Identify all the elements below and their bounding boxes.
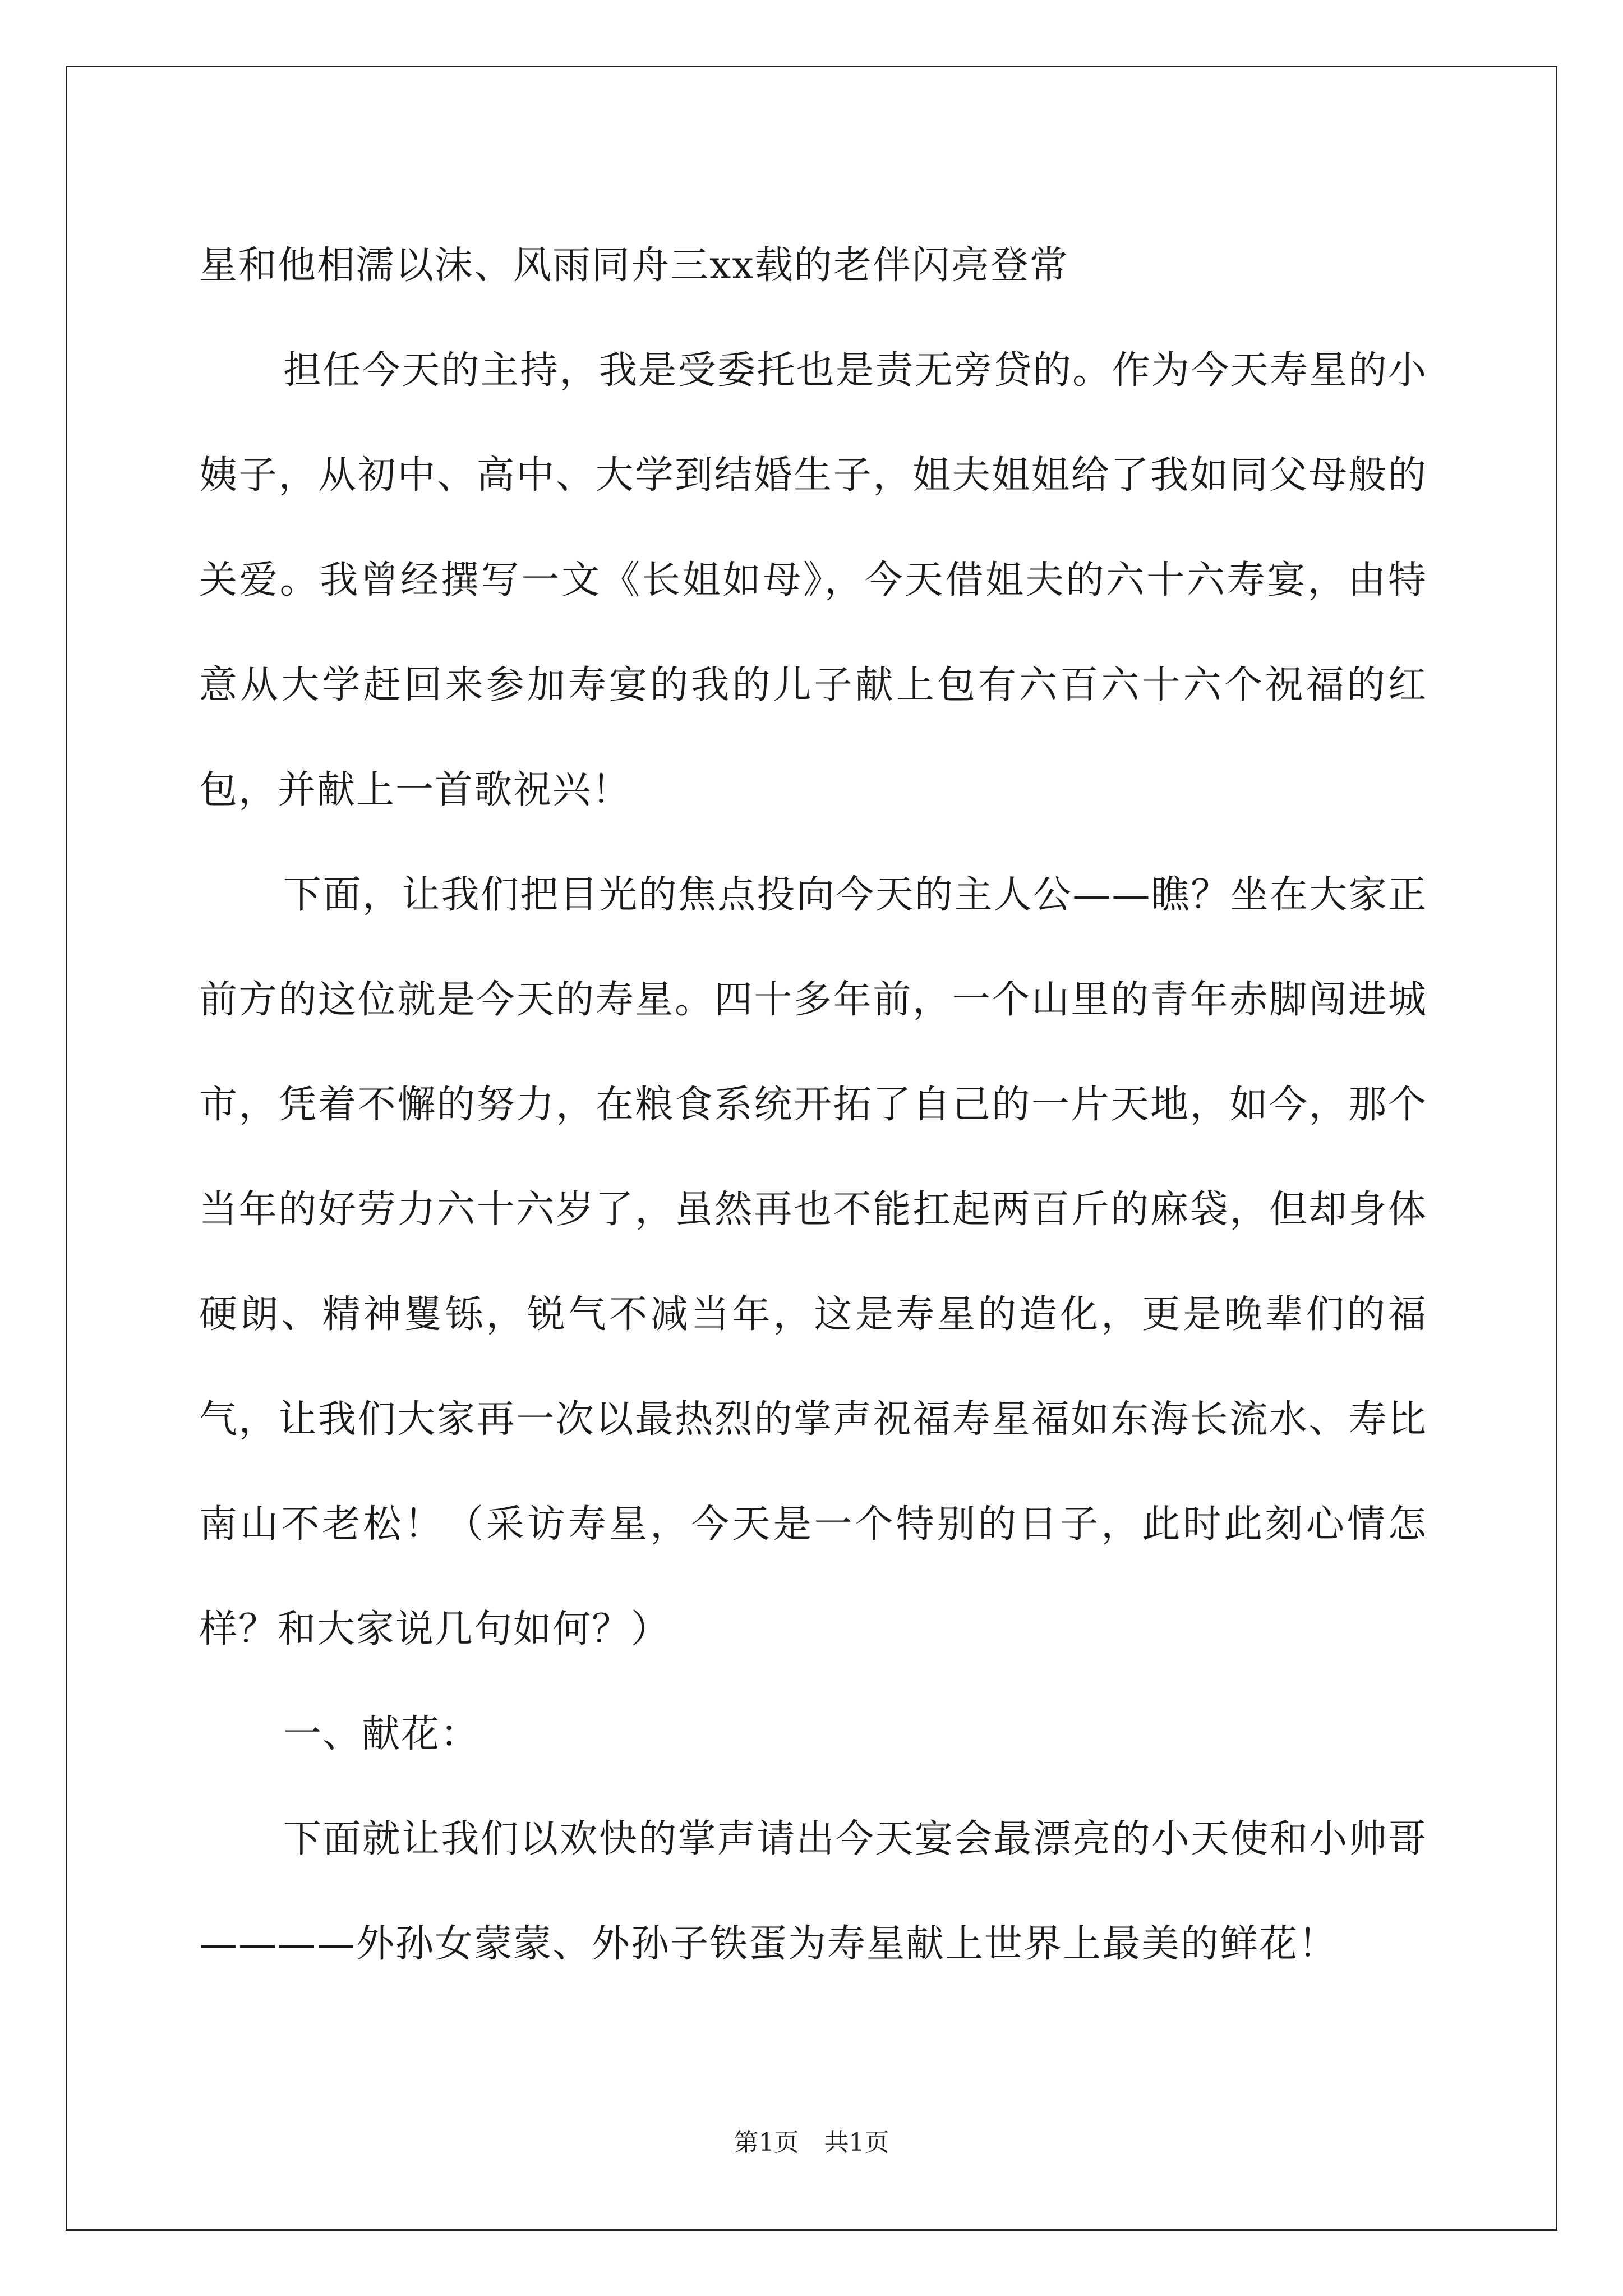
paragraph-1: 星和他相濡以沫、风雨同舟三xx载的老伴闪亮登常 — [199, 243, 1069, 288]
page-footer — [0, 2126, 1623, 2160]
page-total: 共1页 — [824, 2128, 889, 2157]
section-heading-flowers: 一、献花： — [283, 1712, 480, 1756]
paragraph-5: 下面就让我们以欢快的掌声请出今天宴会最漂亮的小天使和小帅哥————外孙女蒙蒙、外孙子铁蛋为寿星献上世界上最美的鲜花！ — [199, 1817, 1427, 1966]
paragraph-3: 下面，让我们把目光的焦点投向今天的主人公——瞧？坐在大家正前方的这位就是今天的寿星。四十多年前，一个山里的青年赤脚闯进城市，凭着不懈的努力，在粮食系统开拓了自己的一片天地，如今，那个当年的好劳力六十六岁了，虽然再也不能扛起两百斤的麻袋，但却身体硬朗、精神矍铄，锐气不减当年，这是寿星的造化，更是晚辈们的福气，让我们大家再一次以最热烈的掌声祝福寿星福如东海长流水、寿比南山不老松！（采访寿星，今天是一个特别的日子，此时此刻心情怎样？和大家说几句如何？） — [199, 873, 1427, 1651]
document-body — [199, 213, 1427, 1996]
paragraph-2: 担任今天的主持，我是受委托也是责无旁贷的。作为今天寿星的小姨子，从初中、高中、大学到结婚生子，姐夫姐姐给了我如同父母般的关爱。我曾经撰写一文《长姐如母》，今天借姐夫的六十六寿宴，由特意从大学赶回来参加寿宴的我的儿子献上包有六百六十六个祝福的红包，并献上一首歌祝兴！ — [199, 348, 1427, 812]
page-number: 第1页 — [734, 2128, 799, 2157]
